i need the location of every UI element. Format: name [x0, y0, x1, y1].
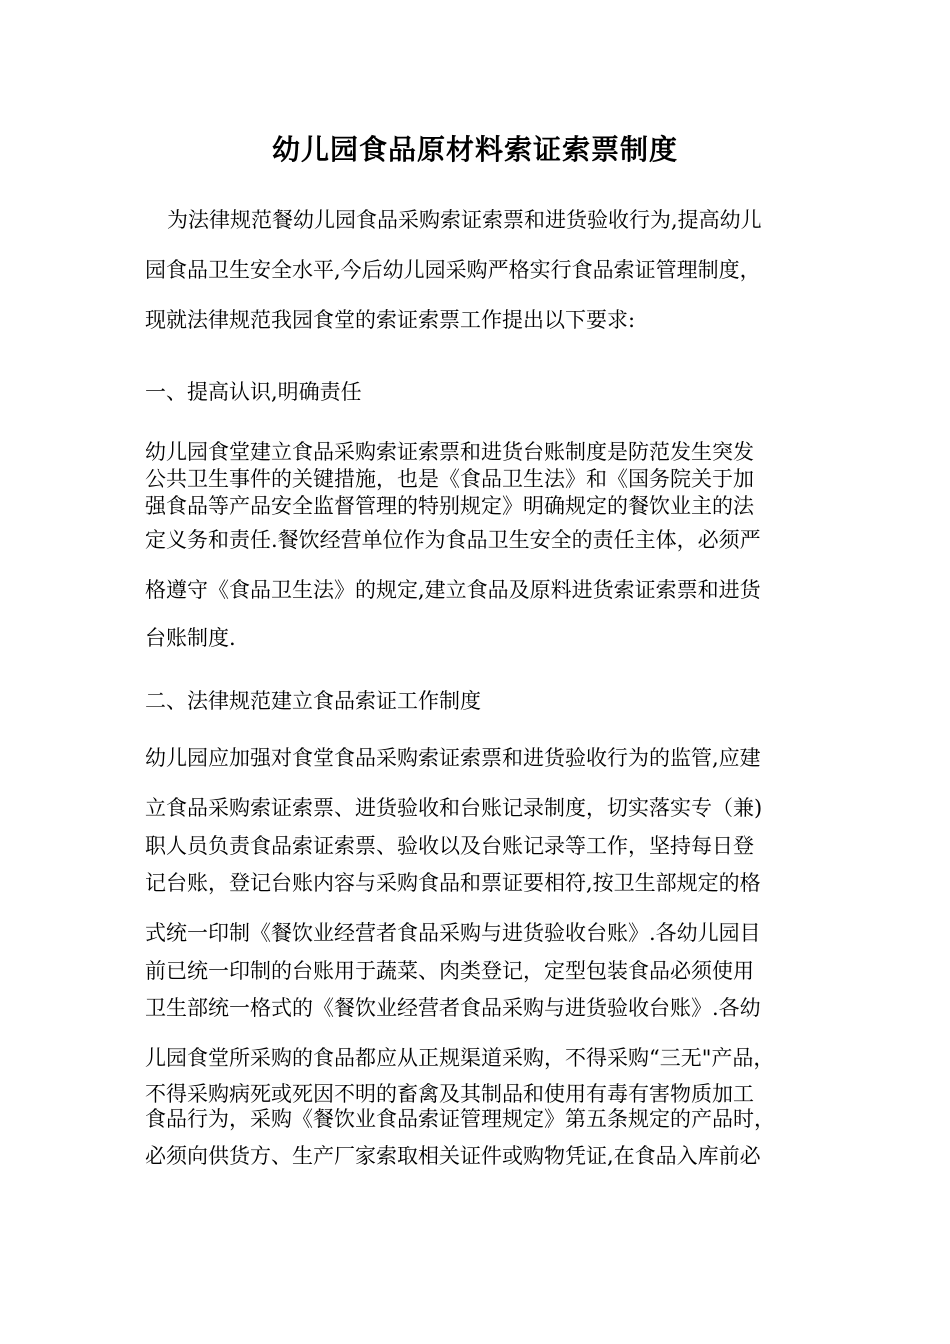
paragraph-line: 前已统一印制的台账用于蔬菜、肉类登记，定型包装食品必须使用	[145, 959, 754, 983]
paragraph-line: 不得采购病死或死因不明的畜禽及其制品和使用有毒有害物质加工	[145, 1082, 754, 1106]
paragraph-line: 定义务和责任.餐饮经营单位作为食品卫生安全的责任主体，必须严	[145, 528, 761, 552]
paragraph-line: 强食品等产品安全监督管理的特别规定》明确规定的餐饮业主的法	[145, 494, 754, 518]
section-heading: 二、法律规范建立食品索证工作制度	[145, 689, 481, 713]
paragraph-line: 立食品采购索证索票、进货验收和台账记录制度，切实落实专（兼)	[145, 796, 763, 820]
paragraph-line: 记台账，登记台账内容与采购食品和票证要相符,按卫生部规定的格	[145, 871, 761, 895]
section-heading: 一、提高认识,明确责任	[145, 380, 362, 404]
paragraph-line: 为法律规范餐幼儿园食品采购索证索票和进货验收行为,提高幼儿	[167, 208, 762, 232]
paragraph-line: 园食品卫生安全水平,今后幼儿园采购严格实行食品索证管理制度，	[145, 258, 761, 282]
paragraph-line: 式统一印制《餐饮业经营者食品采购与进货验收台账》.各幼儿园目	[145, 921, 761, 945]
paragraph-line: 幼儿园应加强对食堂食品采购索证索票和进货验收行为的监管,应建	[145, 746, 761, 770]
paragraph-line: 卫生部统一格式的《餐饮业经营者食品采购与进货验收台账》.各幼	[145, 996, 761, 1020]
paragraph-line: 公共卫生事件的关键措施，也是《食品卫生法》和《国务院关于加	[145, 467, 754, 491]
paragraph-line: 儿园食堂所采购的食品都应从正规渠道采购，不得采购“三无"产品，	[145, 1046, 775, 1070]
paragraph-line: 食品行为，采购《餐饮业食品索证管理规定》第五条规定的产品时，	[145, 1107, 775, 1131]
paragraph-line: 职人员负责食品索证索票、验收以及台账记录等工作，坚持每日登	[145, 834, 754, 858]
paragraph-line: 现就法律规范我园食堂的索证索票工作提出以下要求:	[145, 308, 636, 332]
paragraph-line: 格遵守《食品卫生法》的规定,建立食品及原料进货索证索票和进货	[145, 578, 761, 602]
paragraph-line: 必须向供货方、生产厂家索取相关证件或购物凭证,在食品入库前必	[145, 1144, 761, 1168]
paragraph-line: 台账制度.	[145, 626, 236, 650]
document-title: 幼儿园食品原材料索证索票制度	[271, 133, 678, 166]
paragraph-line: 幼儿园食堂建立食品采购索证索票和进货台账制度是防范发生突发	[145, 440, 754, 464]
